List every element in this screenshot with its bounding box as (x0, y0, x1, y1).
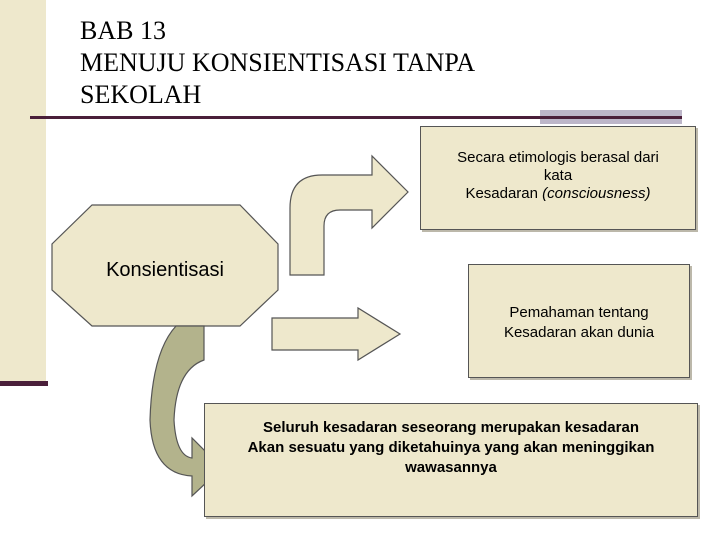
seluruh-line-2: Akan sesuatu yang diketahuinya yang akan meninggikan (247, 439, 655, 456)
seluruh-line-3: wawasannya (405, 459, 497, 476)
etimologi-line-3 (465, 185, 650, 203)
title-line-1: BAB 13 (80, 16, 166, 45)
etimologi-line-1: Secara etimologis berasal dari (457, 149, 659, 166)
seluruh-line-1: Seluruh kesadaran seseorang merupakan kesadaran (262, 419, 639, 436)
pemahaman-line-1: Pemahaman tentang (509, 304, 649, 321)
pemahaman-box (468, 264, 690, 378)
etimologi-line-2: kata (543, 167, 573, 184)
etimologi-line-3-text: Kesadaran (465, 185, 543, 202)
etimologi-box (420, 126, 696, 230)
arrow-right (272, 308, 400, 360)
seluruh-box (204, 403, 698, 517)
title-line-2: MENUJU KONSIENTISASI TANPA (80, 48, 476, 77)
konsientisasi-label: Konsientisasi (106, 259, 224, 281)
etimologi-line-3-italic: (consciousness) (542, 185, 651, 202)
title-line-3: SEKOLAH (80, 80, 202, 109)
bent-arrow-up-right (290, 156, 408, 275)
pemahaman-line-2: Kesadaran akan dunia (503, 324, 655, 341)
